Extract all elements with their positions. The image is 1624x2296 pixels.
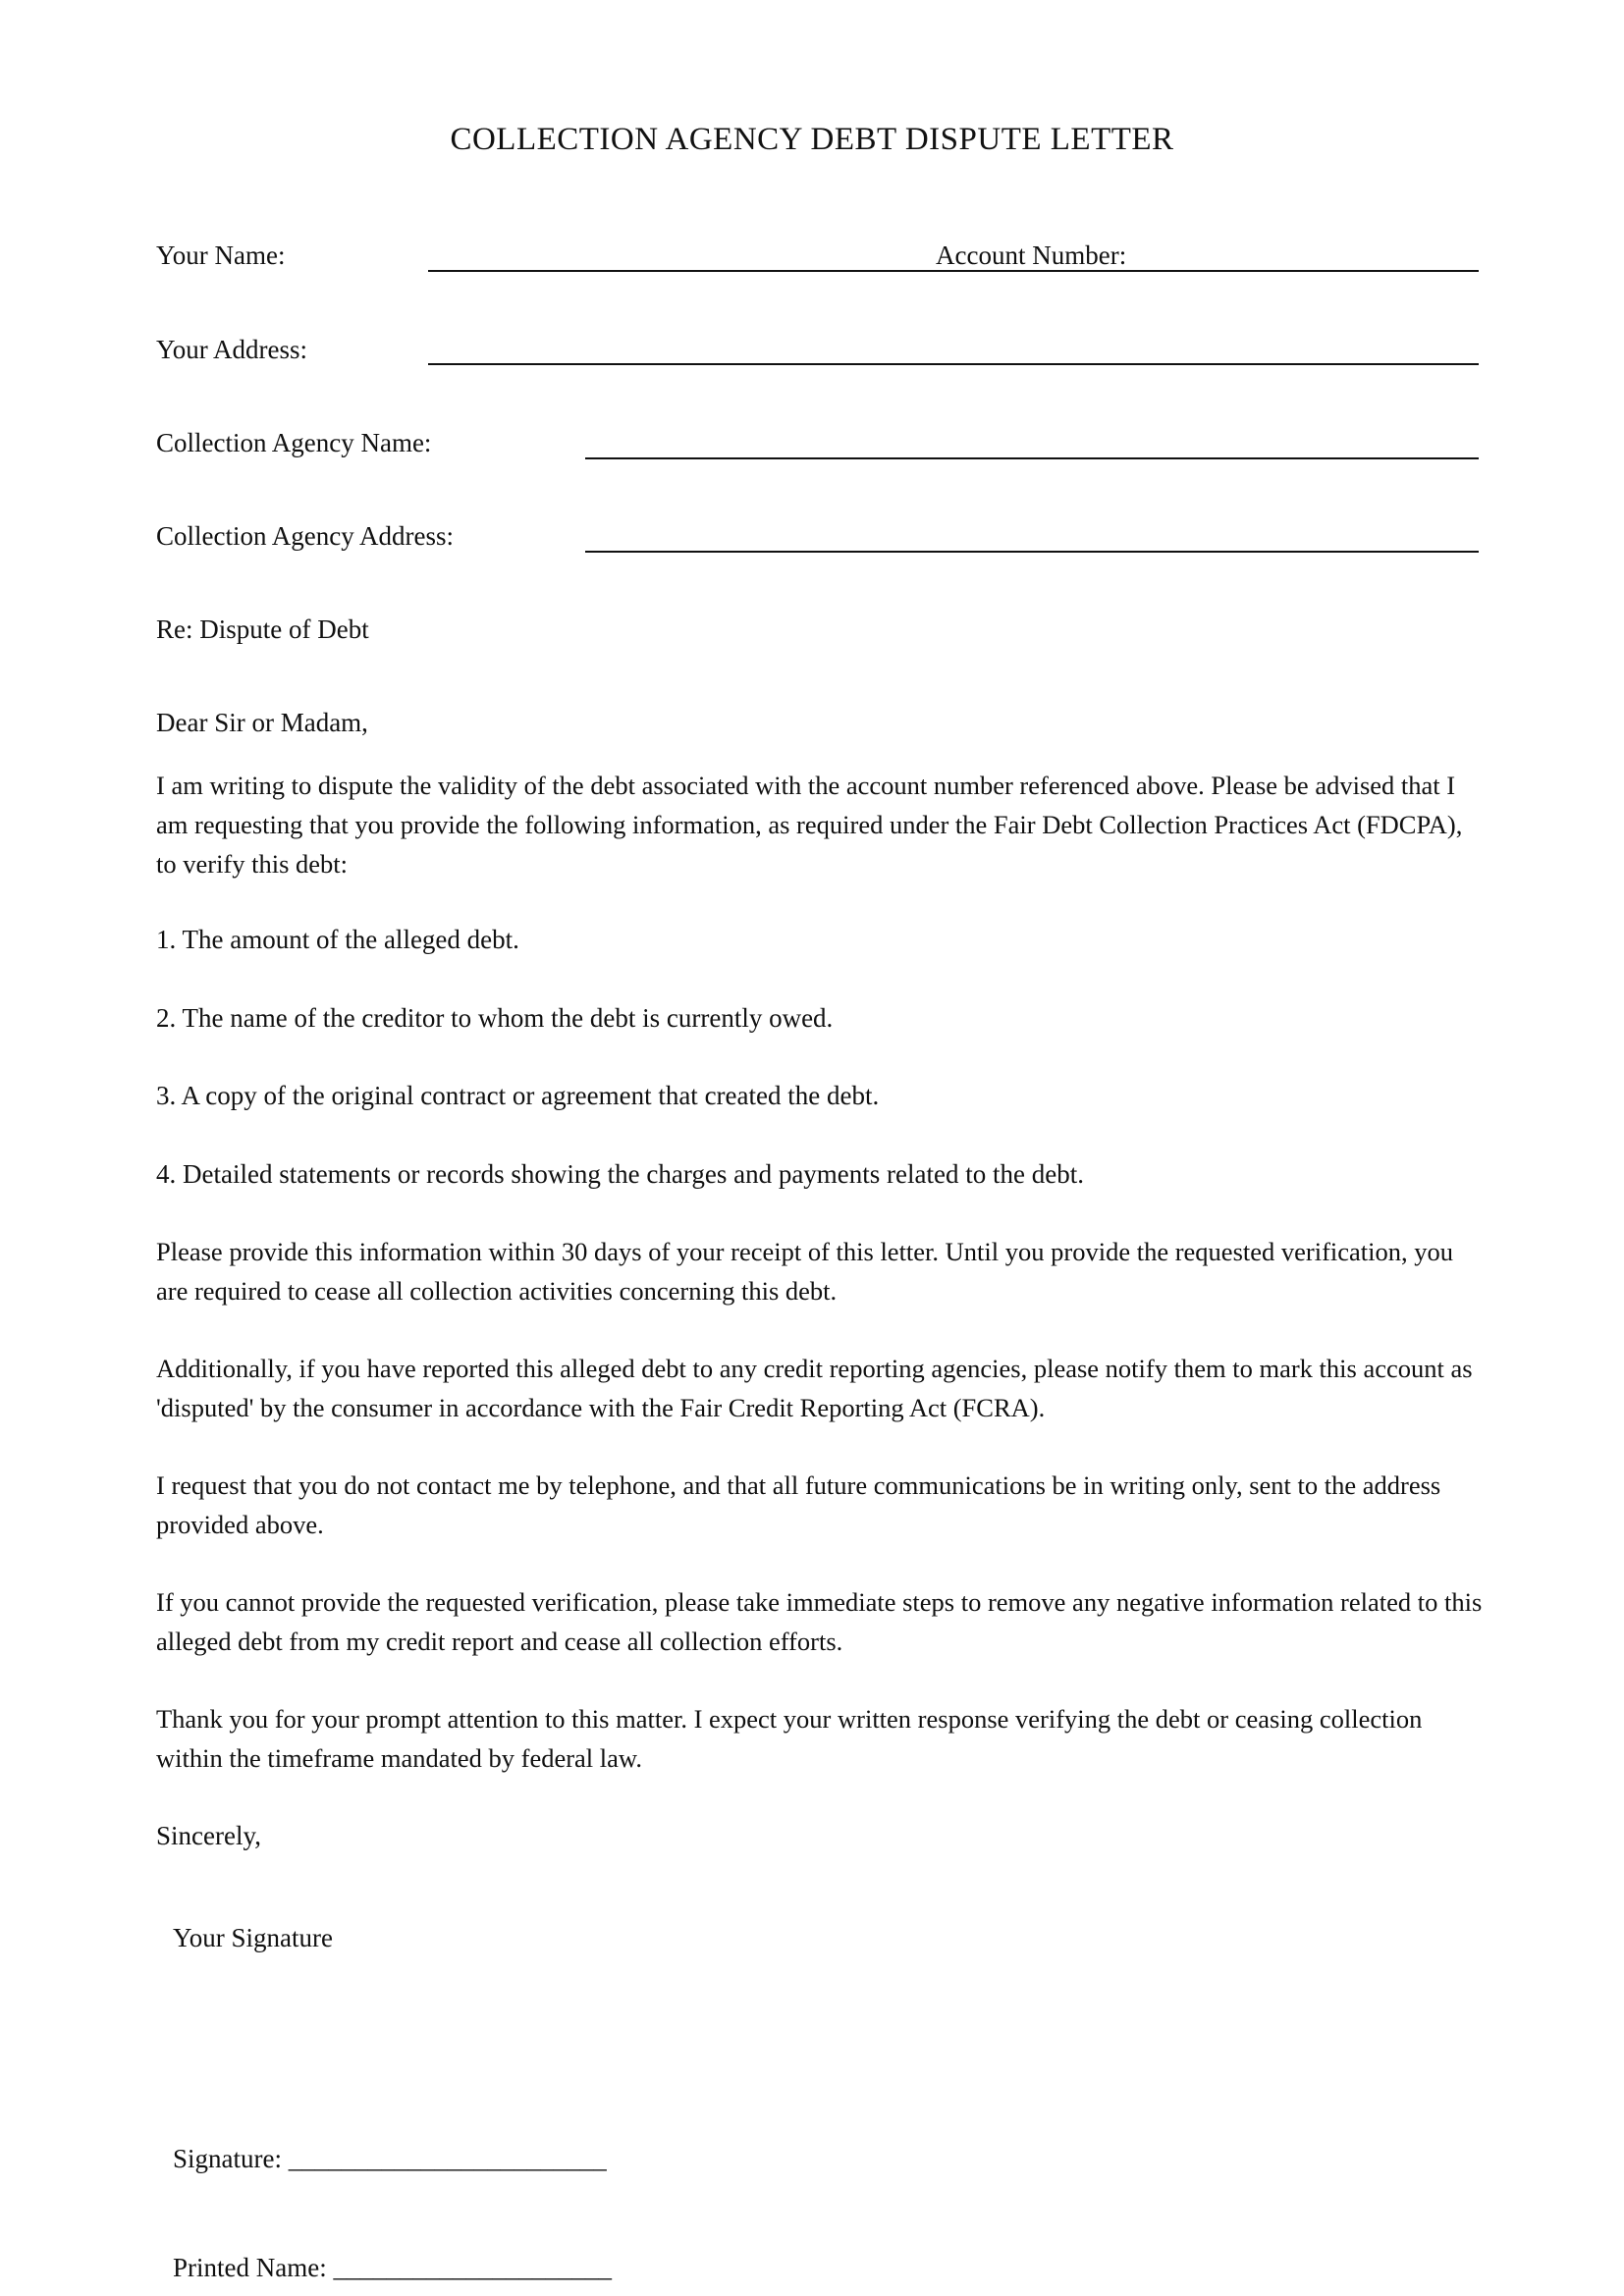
- account-number-label: Account Number:: [936, 240, 1127, 270]
- signature-line[interactable]: Signature: ________________________: [173, 2144, 607, 2173]
- list-item-4: 4. Detailed statements or records showing the charges and payments related to the debt.: [156, 1159, 1084, 1189]
- agency-name-label: Collection Agency Name:: [156, 428, 432, 457]
- document-title: COLLECTION AGENCY DEBT DISPUTE LETTER: [450, 122, 1174, 157]
- agency-address-label: Collection Agency Address:: [156, 521, 454, 551]
- list-item-3: 3. A copy of the original contract or agreement that created the debt.: [156, 1081, 880, 1110]
- paragraph-thank-you: Thank you for your prompt attention to this matter. I expect your written response verifying the debt or ceasing collection within the timeframe mandated by federal law.: [156, 1704, 1423, 1773]
- list-item-1: 1. The amount of the alleged debt.: [156, 925, 519, 954]
- list-item-2: 2. The name of the creditor to whom the debt is currently owed.: [156, 1003, 834, 1033]
- paragraph-credit-reporting: Additionally, if you have reported this alleged debt to any credit reporting agencies, please notify them to mark this account as 'disputed' by the consumer in accordance with the Fair Credit Reporting Act (FCRA).: [156, 1354, 1473, 1422]
- intro-paragraph: I am writing to dispute the validity of the debt associated with the account number referenced above. Please be advised that I am requesting that you provide the following information, as required under the Fair Debt Collection Practices Act (FDCPA), to verify this debt:: [156, 771, 1463, 879]
- paragraph-timeframe: Please provide this information within 30 days of your receipt of this letter. Until you provide the requested verification, you are required to cease all collection activities concerning this debt.: [156, 1237, 1454, 1306]
- paragraph-no-telephone: I request that you do not contact me by telephone, and that all future communications be in writing only, sent to the address provided above.: [156, 1470, 1441, 1539]
- your-name-label: Your Name:: [156, 240, 286, 270]
- printed-name-line[interactable]: Printed Name: _____________________: [173, 2253, 612, 2282]
- agency-name-line[interactable]: [585, 457, 1479, 459]
- agency-address-line[interactable]: [585, 551, 1479, 553]
- closing: Sincerely,: [156, 1821, 261, 1850]
- paragraph-remove-negative: If you cannot provide the requested verification, please take immediate steps to remove any negative information related to this alleged debt from my credit report and cease all collection efforts.: [156, 1587, 1483, 1656]
- your-signature: Your Signature: [173, 1923, 334, 1952]
- salutation: Dear Sir or Madam,: [156, 708, 368, 737]
- your-address-line[interactable]: [428, 363, 1479, 365]
- re-line: Re: Dispute of Debt: [156, 614, 369, 644]
- your-address-label: Your Address:: [156, 335, 308, 364]
